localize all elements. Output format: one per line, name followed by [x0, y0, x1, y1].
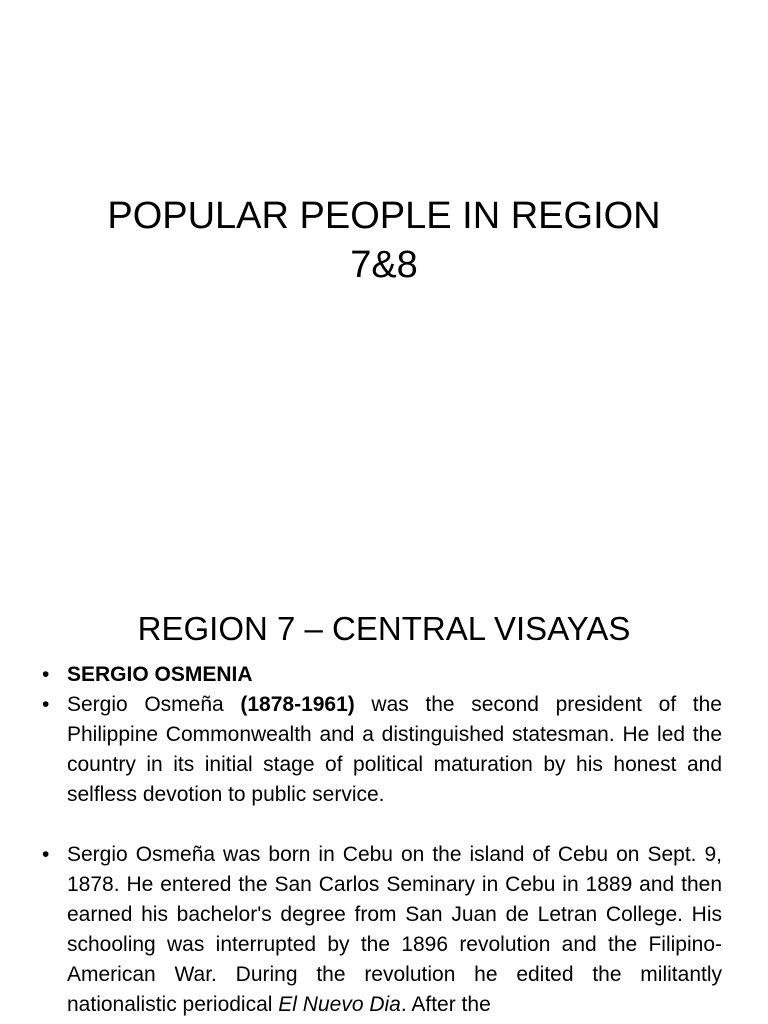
person-name-heading: SERGIO OSMENIA — [67, 663, 253, 686]
bullet-item-heading — [42, 660, 722, 690]
presentation-title — [40, 192, 728, 290]
title-line-2: 7&8 — [350, 244, 418, 286]
summary-text-start: Sergio Osmeña — [67, 693, 241, 716]
biography-text-start: Sergio Osmeña was born in Cebu on the island of Cebu on Sept. 9, 1878. He entered the San Carlos Seminary in Cebu in 1889 and then earned his bachelor's degree from San Juan de Letran College. His schooling was interrupted by the 1896 revolution and the Filipino-American War. During the revolution he edited the militantly nationalistic periodical — [67, 843, 722, 1016]
bullet-icon: • — [42, 843, 50, 866]
biography-text-end: . After the — [400, 993, 491, 1016]
slide-title: REGION 7 – CENTRAL VISAYAS — [137, 610, 631, 647]
content-slide — [0, 576, 768, 1024]
summary-text-end: was the second president of the Philippine Commonwealth and a distinguished statesman. He led the country in its initial stage of political maturation by his honest and selfless devotion to public service. — [67, 693, 722, 806]
title-line-1: POPULAR PEOPLE IN REGION — [107, 195, 661, 237]
lifespan-dates: (1878-1961) — [240, 693, 355, 716]
bullet-icon: • — [42, 663, 50, 686]
bullet-icon: • — [42, 693, 50, 716]
bullet-list — [42, 660, 722, 1020]
bullet-item-summary — [42, 690, 722, 810]
bullet-item-biography — [42, 840, 722, 1020]
periodical-name: El Nuevo Dia — [278, 993, 401, 1016]
